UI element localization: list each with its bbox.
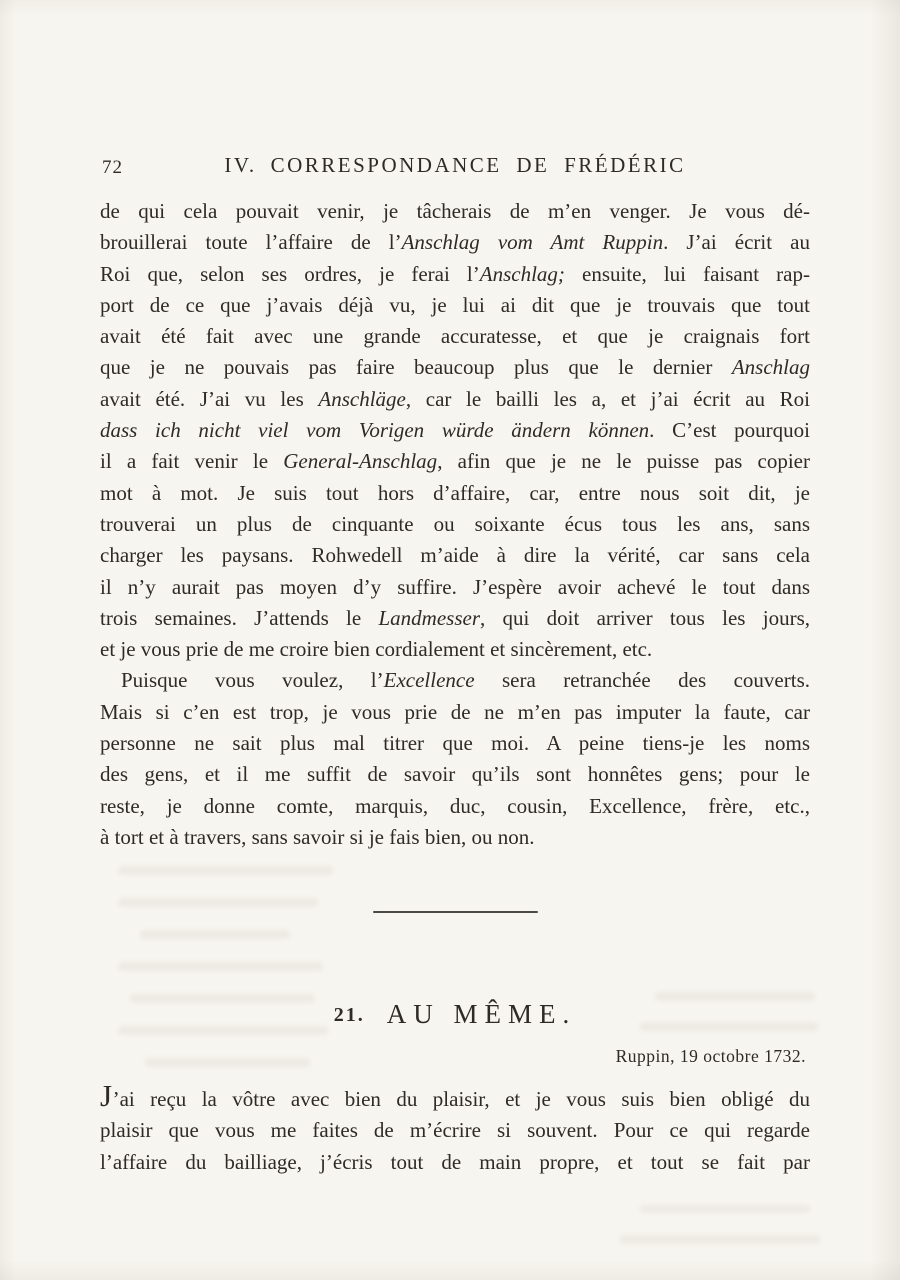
running-title	[100, 153, 810, 178]
text-segment: avait été. J’ai vu les	[100, 386, 319, 411]
text-line	[100, 791, 810, 822]
text-segment: , qui doit arriver tous les jours,	[480, 605, 810, 630]
text-line	[100, 603, 810, 634]
drop-cap-initial: J	[100, 1078, 113, 1113]
text-line	[100, 352, 810, 383]
text-segment: brouillerai toute l’affaire de l’	[100, 230, 402, 255]
italic-phrase: General-Anschlag	[283, 449, 438, 474]
text-line	[100, 665, 810, 696]
text-segment: à tort et à travers, sans savoir si je fais bien, ou non.	[100, 824, 535, 849]
text-segment: plaisir que vous me faites de m’écrire si souvent. Pour ce qui regarde	[100, 1118, 810, 1143]
text-segment: , afin que je ne le puisse pas copier	[437, 449, 810, 474]
text-line	[100, 540, 810, 571]
text-segment: des gens, et il me suffit de savoir qu’ils sont honnêtes gens; pour le	[100, 762, 810, 787]
text-line	[100, 697, 810, 728]
text-segment: que je ne pouvais pas faire beaucoup plus que le dernier	[100, 355, 732, 380]
text-segment: trois semaines. J’attends le	[100, 605, 379, 630]
text-line	[100, 478, 810, 509]
text-segment: Roi que, selon ses ordres, je ferai l’	[100, 261, 480, 286]
text-line	[100, 728, 810, 759]
text-segment: sera retranchée des couverts.	[474, 668, 811, 693]
running-title-text: CORRESPONDANCE DE FRÉDÉRIC	[270, 153, 686, 177]
chapter-numeral: IV.	[224, 153, 257, 177]
page-number: 72	[102, 157, 123, 178]
text-segment: avait été fait avec une grande accuratesse, et que je craignais fort	[100, 324, 810, 349]
italic-phrase: Excellence	[383, 668, 475, 693]
text-segment: port de ce que j’avais déjà vu, je lui ai dit que je trouvais que tout	[100, 292, 810, 317]
text-line	[100, 227, 810, 258]
text-line	[100, 1078, 810, 1115]
letter-20-text	[100, 196, 810, 853]
text-segment: ensuite, lui faisant rap-	[564, 261, 810, 286]
text-segment: reste, je donne comte, marquis, duc, cousin, Excellence, frère, etc.,	[100, 793, 810, 818]
letter-number: 21.	[333, 1004, 365, 1026]
text-line	[100, 384, 810, 415]
text-segment: et je vous prie de me croire bien cordialement et sincèrement, etc.	[100, 637, 653, 662]
text-segment: . J’ai écrit au	[663, 230, 810, 255]
text-segment: Puisque vous voulez, l’	[121, 668, 384, 693]
text-segment: Mais si c’en est trop, je vous prie de ne m’en pas imputer la faute, car	[100, 699, 810, 724]
text-line	[100, 259, 810, 290]
text-line	[100, 290, 810, 321]
text-line	[100, 509, 810, 540]
text-segment: charger les paysans. Rohwedell m’aide à dire la vérité, car sans cela	[100, 543, 810, 568]
italic-phrase: Anschläge	[318, 386, 406, 411]
letter-title: AU MÊME.	[386, 999, 577, 1029]
text-line	[100, 572, 810, 603]
text-segment: ’ai reçu la vôtre avec bien du plaisir, et je vous suis bien obligé du	[112, 1087, 810, 1111]
section-divider-rule	[373, 911, 538, 913]
text-segment: trouverai un plus de cinquante ou soixante écus tous les ans, sans	[100, 511, 810, 536]
text-segment: mot à mot. Je suis tout hors d’affaire, car, entre nous soit dit, je	[100, 480, 810, 505]
text-line	[100, 1147, 810, 1178]
letter-21-text	[100, 1078, 810, 1178]
text-line	[100, 634, 810, 665]
italic-phrase: Anschlag	[731, 355, 810, 380]
italic-phrase: Anschlag;	[479, 261, 565, 286]
text-segment: , car le bailli les a, et j’ai écrit au Roi	[405, 386, 811, 411]
text-line	[100, 759, 810, 790]
text-line	[100, 822, 810, 853]
italic-phrase: Anschlag vom Amt Ruppin	[401, 230, 664, 255]
text-segment: il a fait venir le	[100, 449, 284, 474]
text-segment: personne ne sait plus mal titrer que moi. A peine tiens-je les noms	[100, 731, 810, 756]
italic-phrase: dass ich nicht viel vom Vorigen würde ändern können	[100, 418, 650, 443]
italic-phrase: Landmesser	[378, 605, 481, 630]
text-segment: de qui cela pouvait venir, je tâcherais de m’en venger. Je vous dé-	[100, 199, 810, 223]
text-line	[100, 446, 810, 477]
page-header	[100, 153, 810, 185]
text-line	[100, 196, 810, 227]
text-segment: l’affaire du bailliage, j’écris tout de main propre, et tout se fait par	[100, 1149, 810, 1174]
letter-dateline: Ruppin, 19 octobre 1732.	[615, 1046, 806, 1066]
text-line	[100, 321, 810, 352]
text-segment: il n’y aurait pas moyen d’y suffire. J’espère avoir achevé le tout dans	[100, 574, 810, 599]
text-line	[100, 1115, 810, 1146]
text-line	[100, 415, 810, 446]
text-segment: . C’est pourquoi	[649, 418, 810, 443]
